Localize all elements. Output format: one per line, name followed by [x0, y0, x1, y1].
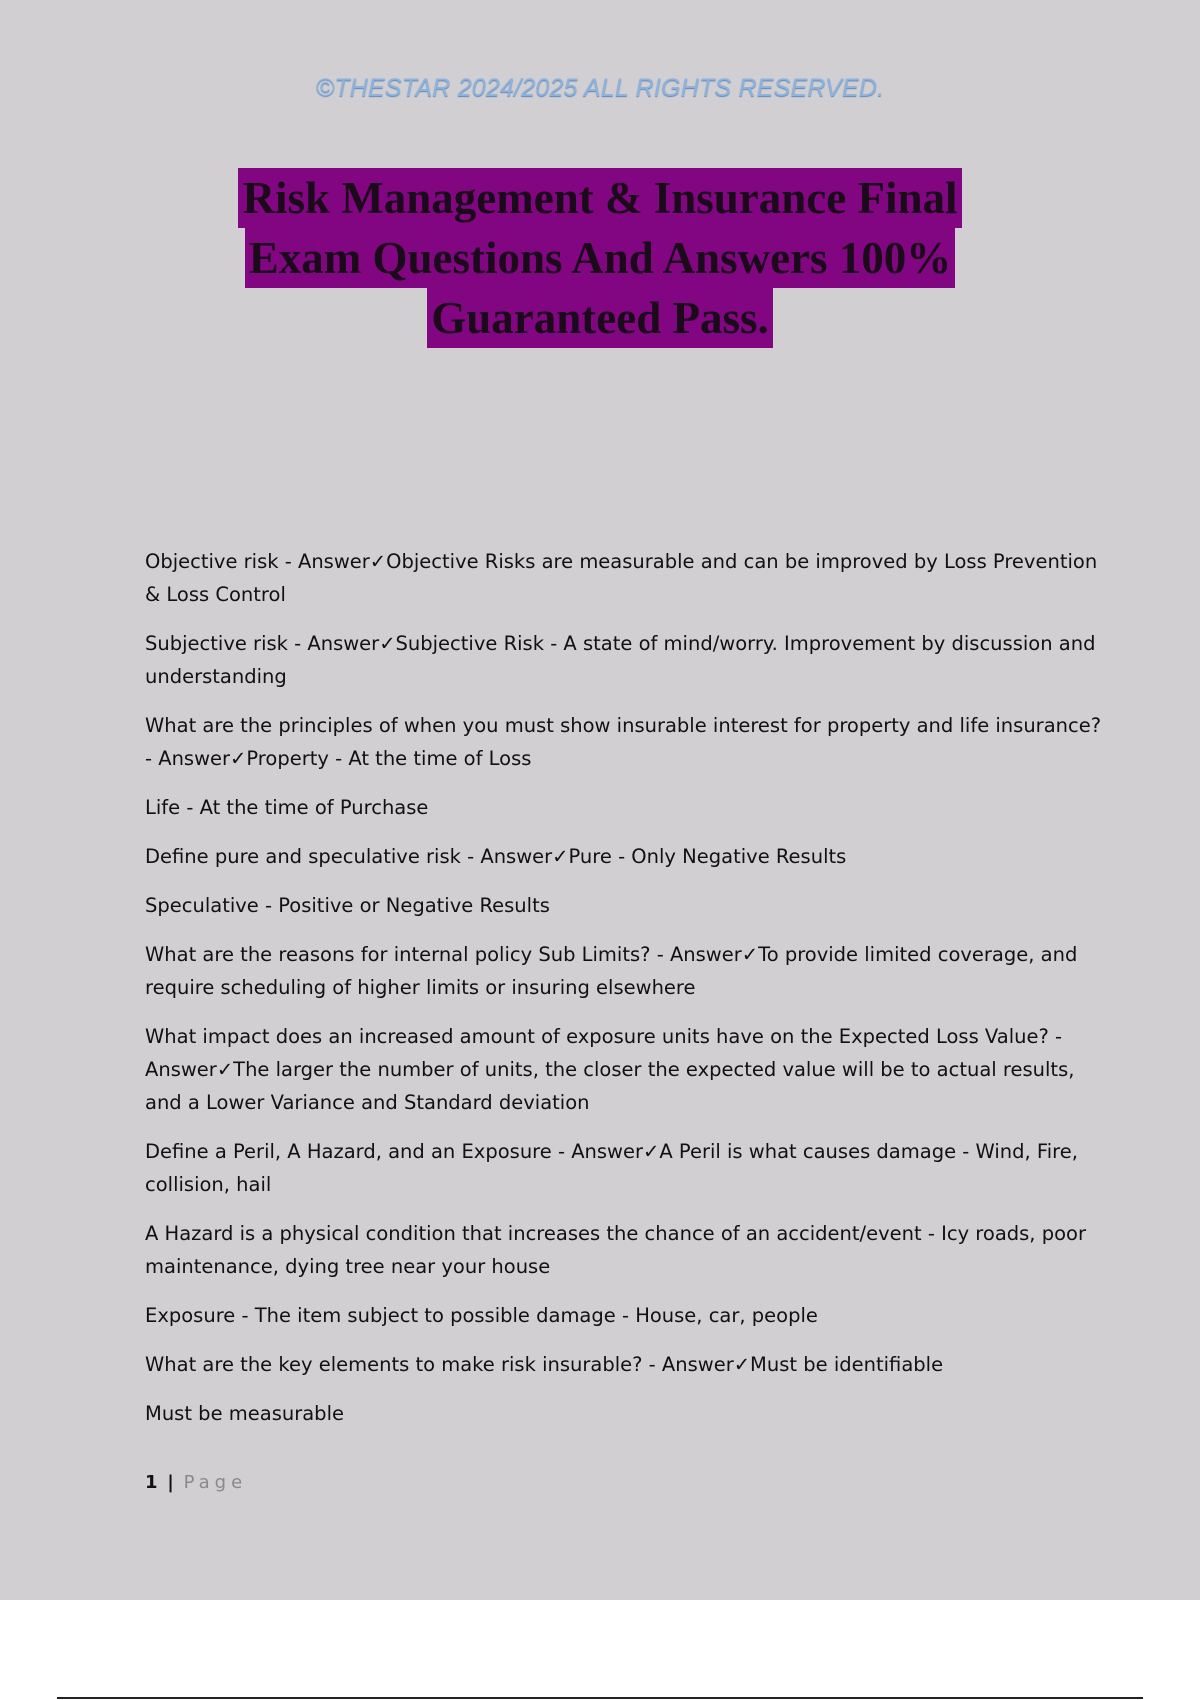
page-footer: [145, 1472, 247, 1493]
footer-separator: |: [167, 1472, 174, 1493]
qa-paragraph: Life - At the time of Purchase: [145, 796, 429, 819]
qa-paragraph: Define a Peril, A Hazard, and an Exposure - Answer✓A Peril is what causes damage - Wind, Fire, collision, hail: [145, 1140, 1078, 1196]
title-line-1: Risk Management & Insurance Final: [238, 168, 961, 228]
document-title: [0, 168, 1200, 348]
qa-paragraph: What are the key elements to make risk insurable? - Answer✓Must be identifiable: [145, 1353, 944, 1376]
next-page-rule: [57, 1697, 1143, 1699]
page-label: Page: [183, 1472, 248, 1493]
qa-paragraph: What are the principles of when you must show insurable interest for property and life insurance? - Answer✓Property - At the time of Loss: [145, 714, 1102, 770]
qa-paragraph: A Hazard is a physical condition that increases the chance of an accident/event - Icy roads, poor maintenance, dying tree near your house: [145, 1222, 1086, 1278]
qa-paragraph: Speculative - Positive or Negative Results: [145, 894, 550, 917]
title-line-3: Guaranteed Pass.: [427, 288, 773, 348]
qa-paragraph: What impact does an increased amount of exposure units have on the Expected Loss Value? - Answer✓The larger the number of units, the closer the expected value will be to actual results, and a Lower Variance and Standard deviation: [145, 1025, 1075, 1114]
qa-content: [145, 545, 1105, 1446]
qa-paragraph: Exposure - The item subject to possible damage - House, car, people: [145, 1304, 818, 1327]
qa-paragraph: Define pure and speculative risk - Answer✓Pure - Only Negative Results: [145, 845, 847, 868]
qa-paragraph: Subjective risk - Answer✓Subjective Risk - A state of mind/worry. Improvement by discussion and understanding: [145, 632, 1096, 688]
copyright-header: ©THESTAR 2024/2025 ALL RIGHTS RESERVED.: [315, 74, 885, 102]
title-line-2: Exam Questions And Answers 100%: [245, 228, 956, 288]
qa-paragraph: Objective risk - Answer✓Objective Risks are measurable and can be improved by Loss Prevention & Loss Control: [145, 550, 1098, 606]
page-number: 1: [145, 1472, 158, 1493]
qa-paragraph: Must be measurable: [145, 1402, 344, 1425]
qa-paragraph: What are the reasons for internal policy Sub Limits? - Answer✓To provide limited coverage, and require scheduling of higher limits or insuring elsewhere: [145, 943, 1078, 999]
